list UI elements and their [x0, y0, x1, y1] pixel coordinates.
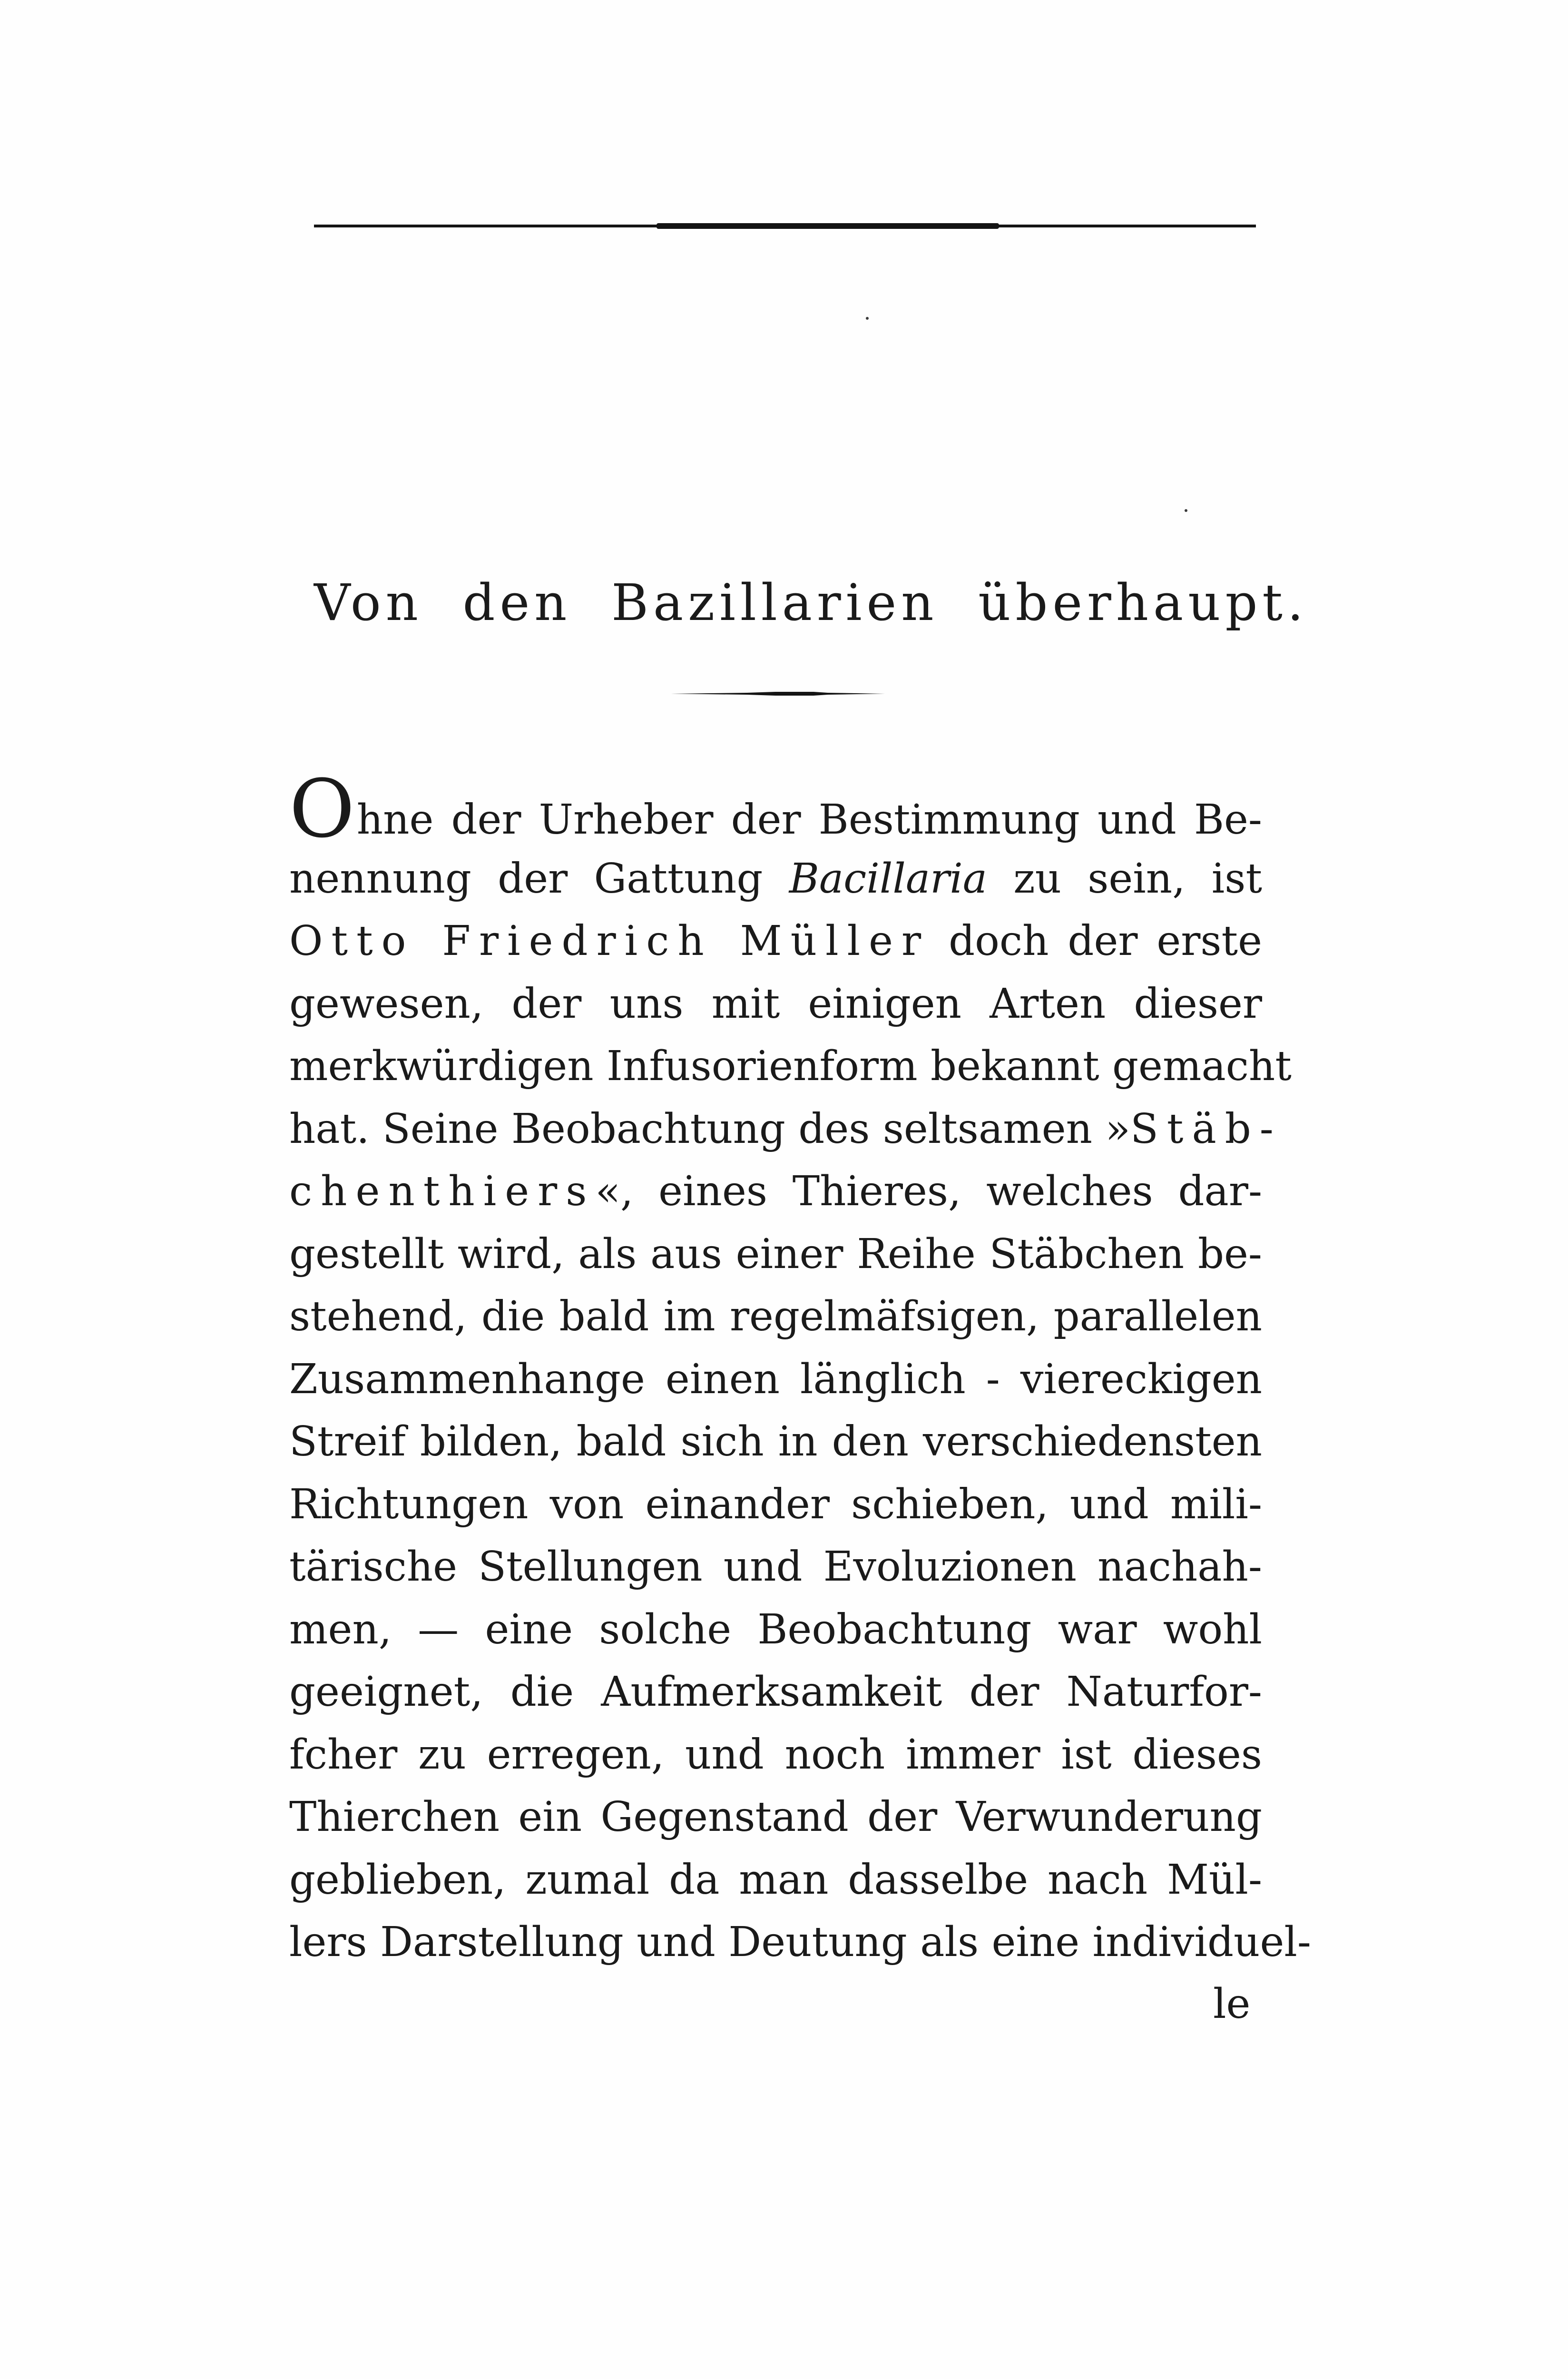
text-line: nennung der Gattung Bacillaria zu sein, ist — [289, 855, 1262, 903]
text-line: Streif bilden, bald sich in den verschiedensten — [289, 1418, 1262, 1465]
catchword: le — [1213, 1980, 1251, 2028]
text-line: fcher zu erregen, und noch immer ist dieses — [289, 1730, 1262, 1779]
print-speck — [866, 317, 869, 320]
text-line: Ohne der Urheber der Bestimmung und Be- — [289, 762, 1262, 855]
text-line: Otto Friedrich Müller doch der erste — [289, 917, 1263, 965]
text-line: men, — eine solche Beobachtung war wohl — [289, 1605, 1262, 1653]
body-paragraph — [289, 762, 1311, 1974]
spaced-term: chenthiers — [289, 1168, 596, 1215]
chapter-heading: Von den Bazillarien überhaupt. — [314, 573, 1308, 632]
text-line: geblieben, zumal da man dasselbe nach Mül- — [289, 1856, 1262, 1904]
text-line: Zusammenhange einen länglich - viereckigen — [289, 1355, 1262, 1403]
text-line: Thierchen ein Gegenstand der Verwunderung — [289, 1793, 1262, 1841]
text-line: gestellt wird, als aus einer Reihe Stäbchen be- — [289, 1230, 1262, 1278]
author-name: Otto Friedrich Müller — [289, 917, 930, 965]
text-line: lers Darstellung und Deutung als eine individuel- — [289, 1918, 1311, 1966]
drop-cap: O — [289, 762, 355, 855]
text-line: geeignet, die Aufmerksamkeit der Naturfor- — [289, 1668, 1262, 1716]
genus-name: Bacillaria — [789, 855, 988, 903]
text-line: merkwürdigen Infusorienform bekannt gemacht — [289, 1042, 1292, 1090]
text-line: tärische Stellungen und Evoluzionen nachah- — [289, 1543, 1262, 1591]
text-line: chenthiers«, eines Thieres, welches dar- — [289, 1168, 1262, 1215]
text-line: stehend, die bald im regelmäfsigen, parallelen — [289, 1293, 1262, 1340]
text-line: gewesen, der uns mit einigen Arten dieser — [289, 980, 1262, 1028]
text-line: hat. Seine Beobachtung des seltsamen »Stäb- — [289, 1105, 1282, 1153]
spaced-term: Stäb- — [1130, 1105, 1282, 1153]
print-speck — [1185, 509, 1187, 512]
text-line: Richtungen von einander schieben, und mili- — [289, 1480, 1262, 1528]
heading-divider-rule — [671, 691, 885, 697]
top-ornamental-rule — [314, 223, 1256, 229]
